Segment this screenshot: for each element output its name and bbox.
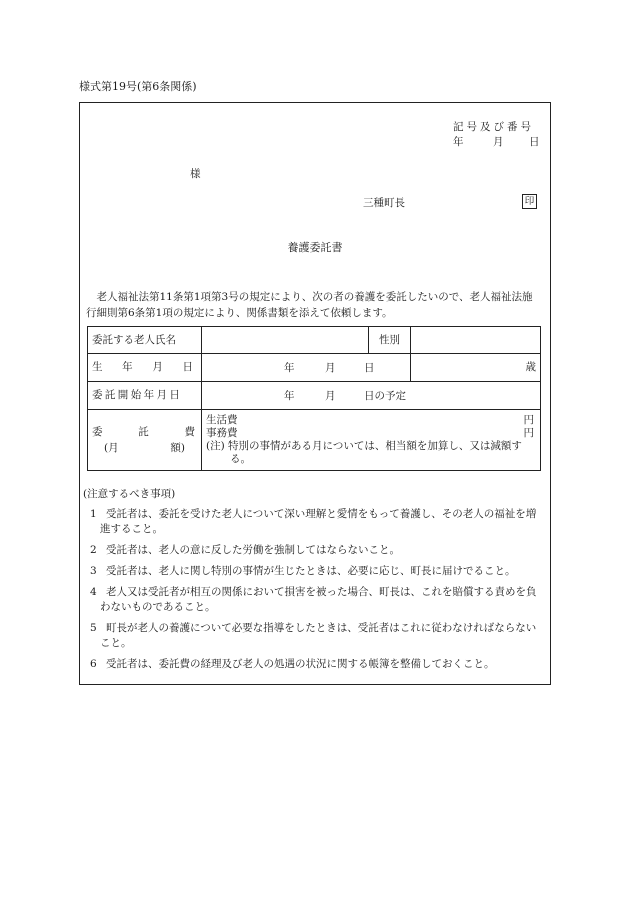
start-date-day: 日の予定 [364, 389, 406, 402]
note-number: 4 [90, 586, 97, 598]
seal-mark: 印 [522, 194, 537, 209]
elderly-name-value[interactable] [202, 327, 369, 354]
start-date-value[interactable] [202, 382, 541, 410]
note-text: 受託者は、委託を受けた老人について深い理解と愛情をもって養護し、その老人の福祉を増進すること。 [100, 508, 537, 535]
notes-heading: (注意するべき事項) [83, 488, 176, 500]
living-cost-line[interactable] [206, 414, 536, 427]
notes-list [90, 507, 545, 678]
fee-label-char: 託 [138, 425, 149, 438]
note-text: 町長が老人の養護について必要な指導をしたときは、受託者はこれに従わなければならないこと。 [100, 622, 537, 649]
note-text: 受託者は、老人の意に反した労働を強制してはならないこと。 [106, 544, 400, 556]
note-number: 2 [90, 544, 97, 556]
birthdate-label-char: 月 [152, 361, 163, 374]
fee-label [88, 410, 202, 471]
note-number: 5 [90, 622, 97, 634]
issue-date-day: 日 [529, 136, 540, 148]
fee-sublabel-close: 額) [170, 442, 185, 454]
birthdate-label-char: 日 [182, 361, 193, 374]
table-row [88, 354, 541, 382]
list-item [90, 543, 545, 558]
fee-detail [202, 410, 541, 471]
start-date-label-text: 委託開始年月日 [92, 389, 183, 402]
start-date-month: 月 [325, 389, 336, 402]
issuer-name: 三種町長 [363, 197, 405, 209]
office-cost-line[interactable] [206, 427, 536, 440]
addressee-suffix: 様 [190, 168, 201, 180]
elderly-name-label: 委託する老人氏名 [88, 327, 202, 354]
start-date-label [88, 382, 202, 410]
birthdate-month: 月 [325, 361, 336, 374]
office-cost-label: 事務費 [206, 427, 238, 439]
living-cost-label: 生活費 [206, 414, 238, 426]
gender-value[interactable] [411, 327, 541, 354]
list-item [90, 585, 545, 615]
list-item [90, 657, 545, 672]
gender-label: 性別 [369, 327, 411, 354]
table-row [88, 410, 541, 471]
table-row [88, 327, 541, 354]
doc-number-label: 記号及び番号 [453, 121, 534, 133]
fee-sublabel-open: (月 [104, 442, 119, 454]
note-text: 老人又は受託者が相互の関係において損害を被った場合、町長は、これを賠償する責めを負わないものであること。 [100, 586, 537, 613]
table-row [88, 382, 541, 410]
fee-label-char: 費 [184, 425, 195, 438]
birthdate-label [88, 354, 202, 382]
list-item [90, 507, 545, 537]
birthdate-year: 年 [284, 361, 295, 374]
start-date-year: 年 [284, 389, 295, 402]
birthdate-label-char: 年 [122, 361, 133, 374]
birthdate-label-char: 生 [92, 361, 103, 374]
age-value[interactable] [411, 354, 541, 382]
yen-unit: 円 [523, 414, 534, 426]
note-number: 3 [90, 565, 97, 577]
issue-date-year: 年 [453, 136, 464, 148]
fee-label-char: 委 [92, 425, 103, 438]
fee-note: (注) 特別の事情がある月については、相当額を加算し、又は減額する。 [206, 440, 522, 465]
yen-unit: 円 [523, 427, 534, 439]
age-suffix: 歳 [525, 361, 536, 374]
form-frame [79, 102, 551, 685]
note-text: 受託者は、委託費の経理及び老人の処遇の状況に関する帳簿を整備しておくこと。 [106, 658, 495, 670]
birthdate-day: 日 [364, 361, 375, 374]
entrustment-table [87, 326, 541, 471]
note-number: 1 [90, 508, 97, 520]
document-title: 養護委託書 [287, 241, 343, 254]
issue-date-month: 月 [493, 136, 504, 148]
birthdate-value[interactable] [202, 354, 411, 382]
list-item [90, 564, 545, 579]
note-text: 受託者は、老人に関し特別の事情が生じたときは、必要に応じ、町長に届けでること。 [106, 565, 516, 577]
form-id: 様式第19号(第6条関係) [79, 80, 197, 93]
note-number: 6 [90, 658, 97, 670]
list-item [90, 621, 545, 651]
body-text: 老人福祉法第11条第1項第3号の規定により、次の者の養護を委託したいので、老人福祉法施行細則第6条第1項の規定により、関係書類を添えて依頼します。 [86, 291, 533, 319]
